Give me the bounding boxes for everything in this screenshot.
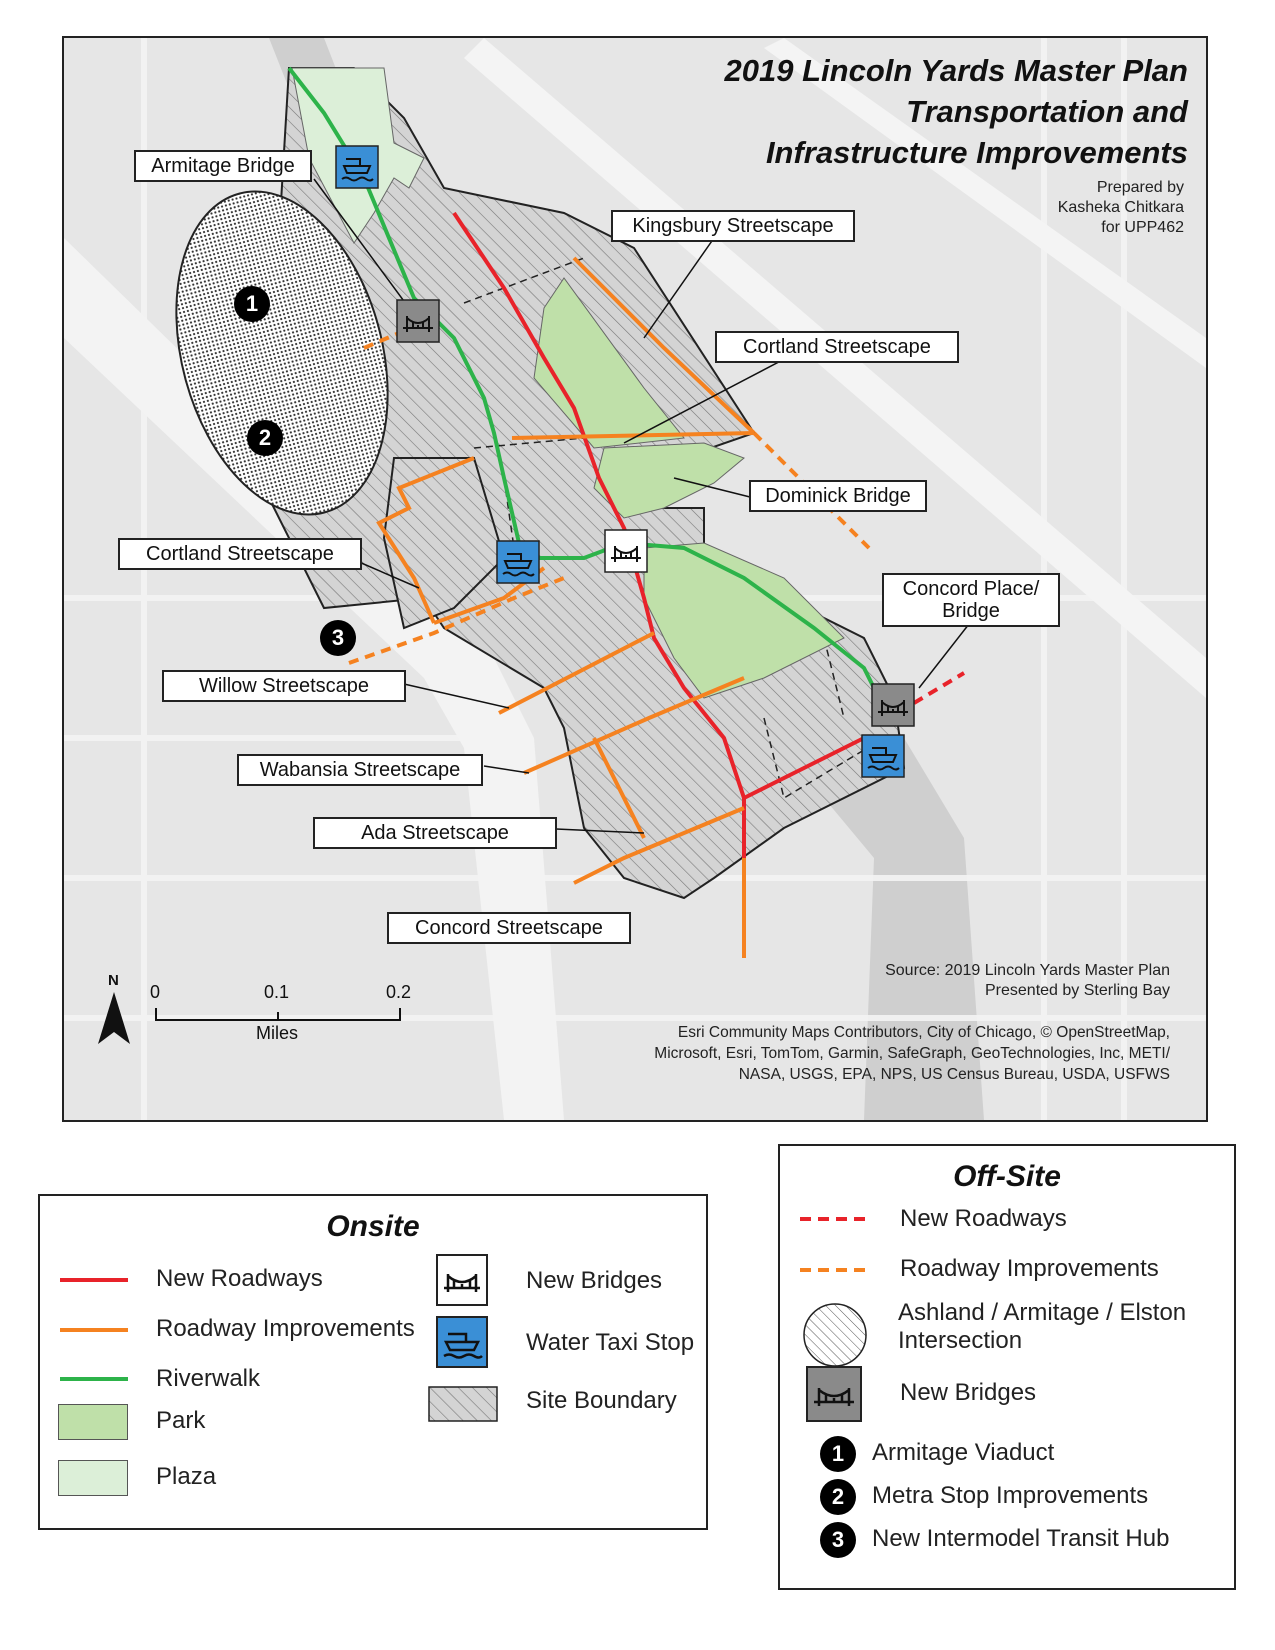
legend-water-taxi-icon — [436, 1316, 488, 1368]
legend-intersection-swatch — [802, 1302, 868, 1368]
scale-unit: Miles — [256, 1023, 299, 1043]
label-concord-streetscape: Concord Streetscape — [387, 912, 631, 944]
title-line-3: Infrastructure Improvements — [765, 135, 1188, 170]
map-title — [725, 50, 1188, 173]
legend-offsite-roadway-improvements-swatch — [798, 1265, 874, 1275]
legend-onsite-right-2: Water Taxi Stop — [526, 1329, 695, 1356]
legend-onsite-right-1: New Bridges — [526, 1267, 663, 1294]
legend-intersection-line-1: Ashland / Armitage / Elston — [898, 1299, 1187, 1326]
legend-onsite-item-5: Plaza — [156, 1463, 217, 1490]
water-taxi-icon[interactable] — [336, 146, 378, 188]
north-arrow-icon — [96, 990, 132, 1048]
legend-onsite-title: Onsite — [326, 1210, 420, 1243]
credits-line-3: NASA, USGS, EPA, NPS, US Census Bureau, USDA, USFWS — [738, 1066, 1170, 1083]
legend-plaza-swatch — [58, 1460, 128, 1496]
marker-3[interactable]: 3 — [320, 620, 356, 656]
legend-intersection-line-2: Intersection — [898, 1327, 1023, 1354]
legend-new-roadways-swatch — [58, 1275, 130, 1285]
source-line-2: Presented by Sterling Bay — [985, 982, 1170, 999]
concord-place-line-1: Concord Place/ — [902, 578, 1040, 600]
bridge-icon[interactable] — [872, 684, 914, 726]
legend-numbered-label-2: Metra Stop Improvements — [872, 1482, 1149, 1509]
label-armitage-bridge: Armitage Bridge — [134, 150, 312, 182]
prepared-line-1: Prepared by — [1096, 179, 1184, 196]
label-wabansia-streetscape: Wabansia Streetscape — [237, 754, 483, 786]
map-frame[interactable] — [62, 36, 1208, 1122]
credits-line-2: Microsoft, Esri, TomTom, Garmin, SafeGraph, GeoTechnologies, Inc, METI/ — [654, 1045, 1170, 1062]
prepared-line-2: Kasheka Chitkara — [1057, 199, 1184, 216]
source-note — [885, 961, 1170, 1001]
legend-offsite — [778, 1144, 1236, 1590]
prepared-by — [1058, 178, 1184, 238]
legend-new-bridge-icon — [436, 1254, 488, 1306]
legend-offsite-new-bridges: New Bridges — [900, 1379, 1037, 1406]
label-dominick-bridge: Dominick Bridge — [749, 480, 927, 512]
scale-tick-2: 0.2 — [386, 982, 412, 1002]
map-credits — [654, 1022, 1170, 1085]
prepared-line-3: for UPP462 — [1101, 219, 1184, 236]
marker-1[interactable]: 1 — [234, 286, 270, 322]
water-taxi-icon[interactable] — [497, 541, 539, 583]
north-label: N — [108, 972, 119, 989]
legend-roadway-improvements-swatch — [58, 1325, 130, 1335]
bridge-icon[interactable] — [605, 530, 647, 572]
legend-number-1: 1 — [820, 1436, 856, 1472]
legend-onsite-right-3: Site Boundary — [526, 1387, 677, 1414]
concord-place-line-2: Bridge — [942, 600, 1000, 622]
water-taxi-icon[interactable] — [862, 735, 904, 777]
legend-number-2: 2 — [820, 1479, 856, 1515]
legend-site-boundary-swatch — [428, 1386, 498, 1424]
legend-onsite — [38, 1194, 708, 1530]
marker-2[interactable]: 2 — [247, 420, 283, 456]
offsite-new-roadway[interactable] — [914, 673, 964, 703]
legend-offsite-title: Off-Site — [953, 1160, 1061, 1193]
legend-number-3: 3 — [820, 1522, 856, 1558]
label-ada-streetscape: Ada Streetscape — [313, 817, 557, 849]
bridge-icon[interactable] — [397, 300, 439, 342]
label-kingsbury-streetscape: Kingsbury Streetscape — [611, 210, 855, 242]
title-line-1: 2019 Lincoln Yards Master Plan — [724, 53, 1188, 88]
title-line-2: Transportation and — [906, 94, 1188, 129]
legend-onsite-item-3: Riverwalk — [156, 1365, 261, 1392]
legend-offsite-new-roadways: New Roadways — [900, 1205, 1067, 1232]
source-line-1: Source: 2019 Lincoln Yards Master Plan — [885, 962, 1170, 979]
legend-numbered-label-3: New Intermodel Transit Hub — [872, 1525, 1170, 1552]
scale-tick-1: 0.1 — [264, 982, 290, 1002]
scale-tick-0: 0 — [150, 982, 161, 1002]
label-cortland-streetscape-west: Cortland Streetscape — [118, 538, 362, 570]
credits-line-1: Esri Community Maps Contributors, City of Chicago, © OpenStreetMap, — [677, 1024, 1170, 1041]
legend-offsite-new-roadways-swatch — [798, 1214, 874, 1224]
legend-onsite-item-4: Park — [156, 1407, 206, 1434]
legend-park-swatch — [58, 1404, 128, 1440]
label-willow-streetscape: Willow Streetscape — [162, 670, 406, 702]
legend-offsite-new-bridge-icon — [806, 1366, 862, 1422]
label-concord-place-bridge — [882, 573, 1060, 627]
legend-onsite-item-1: New Roadways — [156, 1265, 323, 1292]
legend-offsite-roadway-improvements: Roadway Improvements — [900, 1255, 1159, 1282]
label-cortland-streetscape-east: Cortland Streetscape — [715, 331, 959, 363]
legend-onsite-item-2: Roadway Improvements — [156, 1315, 415, 1342]
legend-numbered-label-1: Armitage Viaduct — [872, 1439, 1055, 1466]
legend-riverwalk-swatch — [58, 1374, 130, 1384]
